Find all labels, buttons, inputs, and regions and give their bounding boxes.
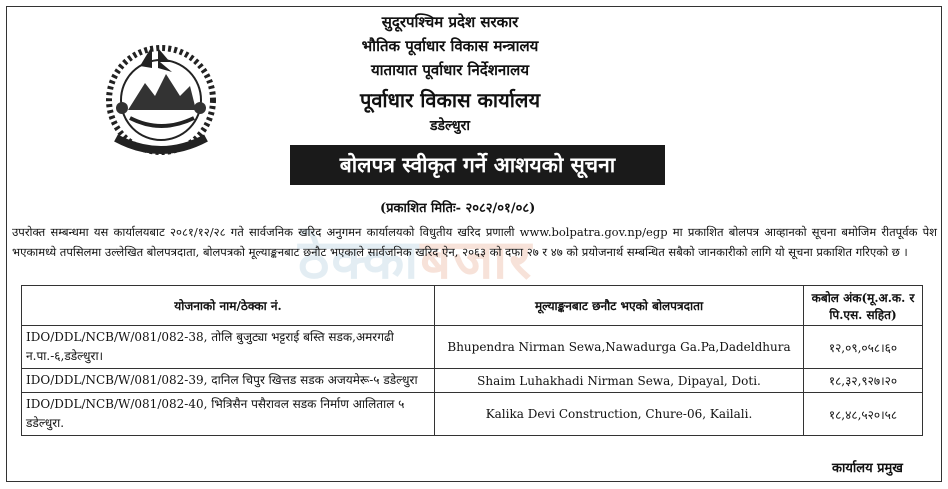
bidder-cell: Kalika Devi Construction, Chure-06, Kailali. xyxy=(435,393,804,436)
notice-title: बोलपत्र स्वीकृत गर्ने आशयको सूचना xyxy=(290,145,665,185)
table-row xyxy=(22,393,923,436)
amount-cell: १२,०९,०५८।६० xyxy=(804,326,923,369)
table-header-row xyxy=(22,286,923,326)
project-cell: IDO/DDL/NCB/W/081/082-40, भित्रिसैन पसैरावल सडक निर्माण आलिताल ५ डडेल्धुरा. xyxy=(22,393,435,436)
amount-cell: १८,४८,५२०।५८ xyxy=(804,393,923,436)
table-row xyxy=(22,369,923,393)
bid-table xyxy=(21,285,923,436)
watermark-part2: बजार xyxy=(420,228,534,291)
signature: कार्यालय प्रमुख xyxy=(832,461,903,476)
notice-body: उपरोक्त सम्बन्धमा यस कार्यालयबाट २०८१/१२/२८ गते सार्वजनिक खरिद अनुगमन कार्यालयको विधुतीय खरिद प्रणाली www.bolpatra.gov.np/egp मा प्रकाशित बोलपत्र आव्हानको सूचना बमोजिम रीतपूर्वक पेश भएकामध्ये तपसिलमा उल्लेखित बोलपत्रदाता, बोलपत्रको मूल्याङ्कनबाट छनौट भएकाले सार्वजनिक खरिद ऐन, २०६३ को दफा २७ र ४७ को प्रयोजनार्थ सम्बन्धित सबैको जानकारीको लागि यो सूचना प्रकाशित गरिएको छ । xyxy=(12,225,937,259)
table-row xyxy=(22,326,923,369)
project-cell: IDO/DDL/NCB/W/081/082-38, तोलि बुजुट्या भट्टराई बस्ति सडक,अमरगढी न.पा.-६,डडेल्धुरा। xyxy=(22,326,435,369)
col-project: योजनाको नाम/ठेक्का नं. xyxy=(22,286,435,326)
published-date: (प्रकाशित मितिः- २०८२/०१/०८) xyxy=(380,201,536,216)
watermark-part1: ठेक्का xyxy=(298,228,421,291)
header-directorate: यातायात पूर्वाधार निर्देशनालय xyxy=(370,61,530,79)
amount-cell: १८,३२,९२७।२० xyxy=(804,369,923,393)
project-cell: IDO/DDL/NCB/W/081/082-39, दानिल चिपुर खित्तड सडक अजयमेरू-५ डडेल्धुरा xyxy=(22,369,435,393)
bidder-cell: Shaim Luhakhadi Nirman Sewa, Dipayal, Doti. xyxy=(435,369,804,393)
col-bidder: मूल्याङ्कनबाट छनौट भएको बोलपत्रदाता xyxy=(435,286,804,326)
bidder-cell: Bhupendra Nirman Sewa,Nawadurga Ga.Pa,Dadeldhura xyxy=(435,326,804,369)
header-province: सुदूरपश्चिम प्रदेश सरकार xyxy=(381,13,519,31)
header-district: डडेल्धुरा xyxy=(430,118,470,134)
nepal-emblem-icon xyxy=(100,38,222,156)
header-ministry: भौतिक पूर्वाधार विकास मन्त्रालय xyxy=(361,37,539,55)
col-amount: कबोल अंक(मू.अ.क. र पि.एस. सहित) xyxy=(804,286,923,326)
header-office: पूर्वाधार विकास कार्यालय xyxy=(359,88,541,112)
